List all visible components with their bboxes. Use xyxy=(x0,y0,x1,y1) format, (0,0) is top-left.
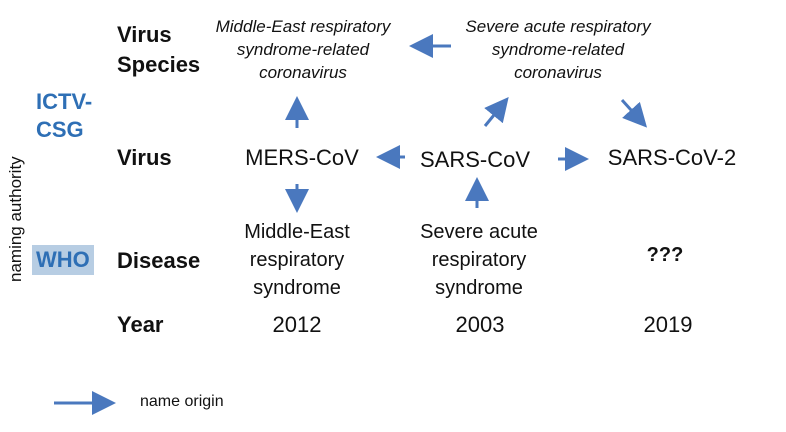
virus-mers-cov: MERS-CoV xyxy=(245,145,359,170)
row-label-disease: Disease xyxy=(117,248,201,273)
arrow-sars-virus-to-species xyxy=(485,104,503,126)
ictv-csg-label: ICTV- CSG xyxy=(36,89,93,142)
disease-sars-cov-2: ??? xyxy=(646,244,684,266)
year-sars: 2003 xyxy=(455,312,505,337)
legend-label: name origin xyxy=(140,393,224,410)
row-label-virus: Virus xyxy=(117,145,172,170)
virus-sars-cov-2: SARS-CoV-2 xyxy=(607,145,737,170)
row-label-year: Year xyxy=(117,312,164,337)
species-mers: Middle-East respiratory syndrome-related coronavirus xyxy=(215,17,391,82)
row-label-species: Virus Species xyxy=(117,22,201,77)
disease-mers: Middle-East respiratory syndrome xyxy=(244,221,350,299)
year-sars-cov-2: 2019 xyxy=(643,312,693,337)
arrow-species-to-sars-cov-2 xyxy=(622,100,641,121)
virus-sars-cov: SARS-CoV xyxy=(419,147,531,172)
disease-sars: Severe acute respiratory syndrome xyxy=(420,221,538,299)
who-label: WHO xyxy=(32,245,94,275)
species-sars: Severe acute respiratory syndrome-related coronavirus xyxy=(465,17,651,82)
naming-authority-label: naming authority xyxy=(6,156,25,282)
year-mers: 2012 xyxy=(272,312,322,337)
